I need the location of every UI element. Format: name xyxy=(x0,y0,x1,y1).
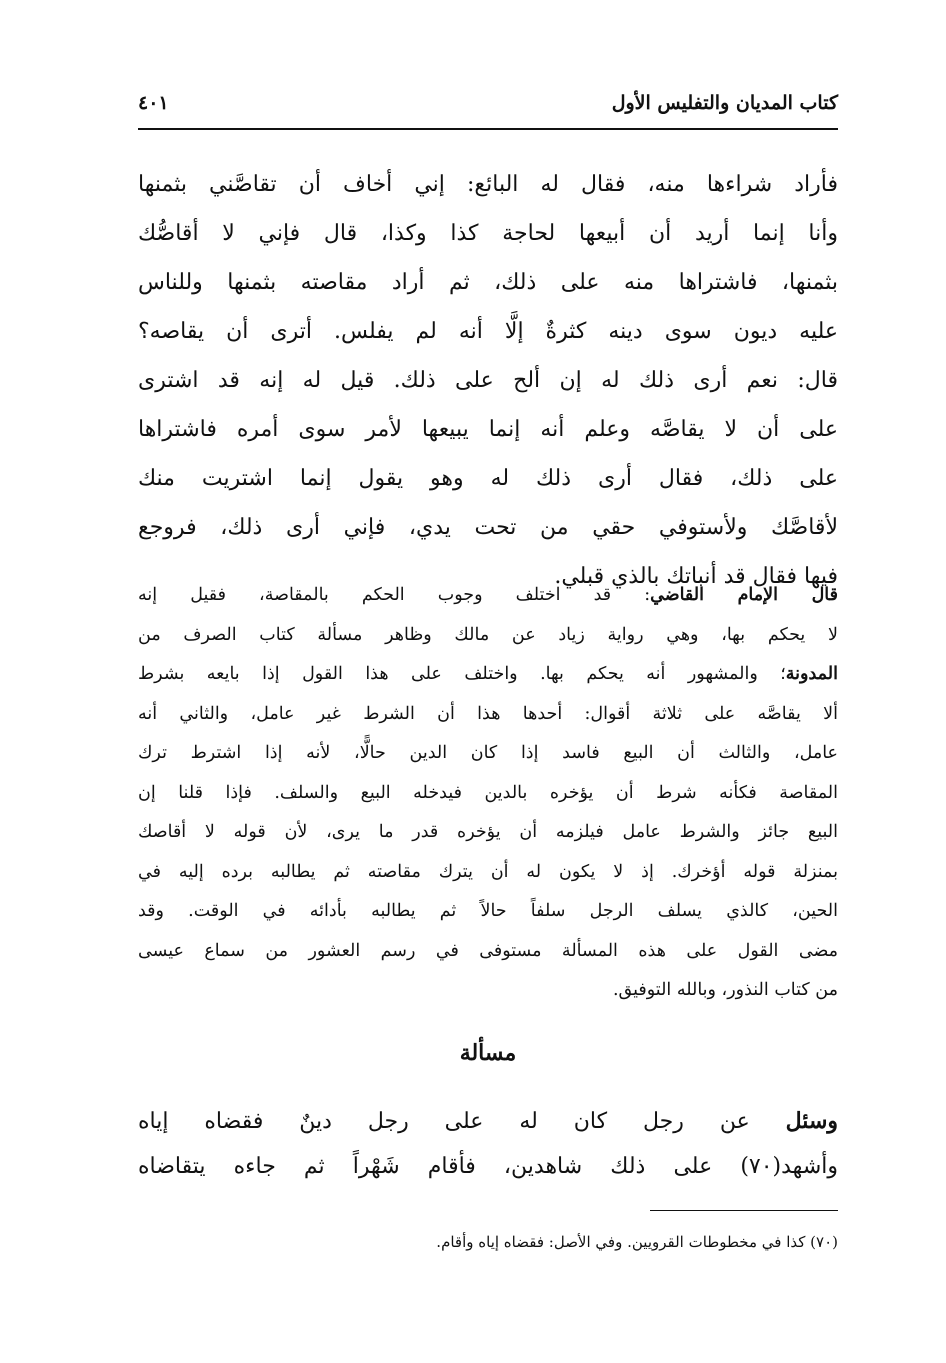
commentary-line: بمنزلة قوله أؤخرك. إذ لا يكون له أن يترك مقاصته ثم يطالبه برده إليه في xyxy=(138,861,838,882)
main-text-line: فأراد شراءها منه، فقال له البائع: إني أخاف أن تقاصَّني بثمنها xyxy=(138,172,838,197)
footnote-divider xyxy=(650,1210,838,1211)
commentary-line: من كتاب النذور، وبالله التوفيق. xyxy=(612,980,838,1000)
question-text xyxy=(138,1098,838,1190)
main-text-line: بثمنها، فاشتراها منه على ذلك، ثم أراد مقاصته بثمنها وللناس xyxy=(138,270,838,295)
question-line xyxy=(138,1098,838,1144)
commentary-line: عامل، والثالث أن البيع فاسد إذا كان الدين حالًّا، لأنه إذا اشترط ترك xyxy=(138,743,838,763)
main-text-line: وأنا إنما أريد أن أبيعها لحاجة كذا وكذا، قال فإني لا أقاصُّك xyxy=(138,221,838,246)
main-text-line: على أن لا يقاصَّه وعلم أنه إنما يبيعها لأمر سوى أمره فاشتراها xyxy=(138,417,838,442)
footnote: (٧٠) كذا في مخطوطات القرويين. وفي الأصل: فقضاه إياه وأقام. xyxy=(436,1233,838,1251)
commentary-line: البيع جائز والشرط عامل فيلزمه أن يؤخره قدر ما يرى، لأن قوله لا أقاصك xyxy=(138,822,838,842)
page-number: ٤٠١ xyxy=(138,92,169,114)
main-text-line: لأقاصَّك ولأستوفي حقي من تحت يدي، فإني أرى ذلك، فروجع xyxy=(138,515,838,540)
header-divider xyxy=(138,128,838,130)
main-text-line: قال: نعم أرى ذلك له إن ألح على ذلك. قيل له إنه قد اشترى xyxy=(138,368,838,393)
commentary-line: الحين، كالذي يسلف الرجل سلفاً حالاً ثم يطالبه بأدائه في الوقت. وقد xyxy=(138,901,838,921)
mudawwana-term: المدونة xyxy=(785,664,838,684)
commentary-line: مضى القول على هذه المسألة مستوفى في رسم العشور من سماع عيسى xyxy=(138,940,838,961)
page-header xyxy=(138,92,838,124)
running-title: كتاب المديان والتفليس الأول xyxy=(611,92,838,114)
commentary-lead: قال الإمام القاضي xyxy=(650,585,838,605)
main-text-line: على ذلك، فقال أرى ذلك له وهو يقول إنما اشتريت منك xyxy=(138,466,838,491)
main-text-line: فيها فقال قد أنباتك بالذي قبلي. xyxy=(554,564,838,589)
commentary-line-rest: : قد اختلف وجوب الحكم بالمقاصة، فقيل إنه xyxy=(138,585,651,605)
main-text-line: عليه ديون سوى دينه كثرةٌ إلَّا أنه لم يفلس. أترى أن يقاصه؟ xyxy=(138,319,838,344)
commentary-line: ألا يقاصَّه على ثلاثة أقوال: أحدها هذا أن الشرط غير عامل، والثاني أنه xyxy=(138,703,838,724)
question-line-rest: عن رجل كان له على رجل دينٌ فقضاه إياه xyxy=(138,1109,786,1134)
main-text xyxy=(138,160,838,601)
question-lead: وسئل xyxy=(785,1108,838,1134)
commentary-line: المقاصة فكأنه شرط أن يؤخره بالدين فيدخله البيع والسلف. فإذا قلنا إن xyxy=(138,782,838,803)
commentary-line-rest: ؛ والمشهور أنه يحكم بها. واختلف على هذا القول إذا بايعه بشرط xyxy=(138,664,786,684)
commentary-line xyxy=(138,655,838,695)
commentary xyxy=(138,576,838,1011)
commentary-line xyxy=(138,576,838,616)
commentary-line: لا يحكم بها، وهي رواية زياد عن مالك وظاهر مسألة كتاب الصرف من xyxy=(138,624,838,645)
question-line: وأشهد(٧٠) على ذلك شاهدين، فأقام شَهْراً ثم جاءه يتقاضاه xyxy=(138,1154,838,1179)
section-title: مسألة xyxy=(459,1040,517,1066)
